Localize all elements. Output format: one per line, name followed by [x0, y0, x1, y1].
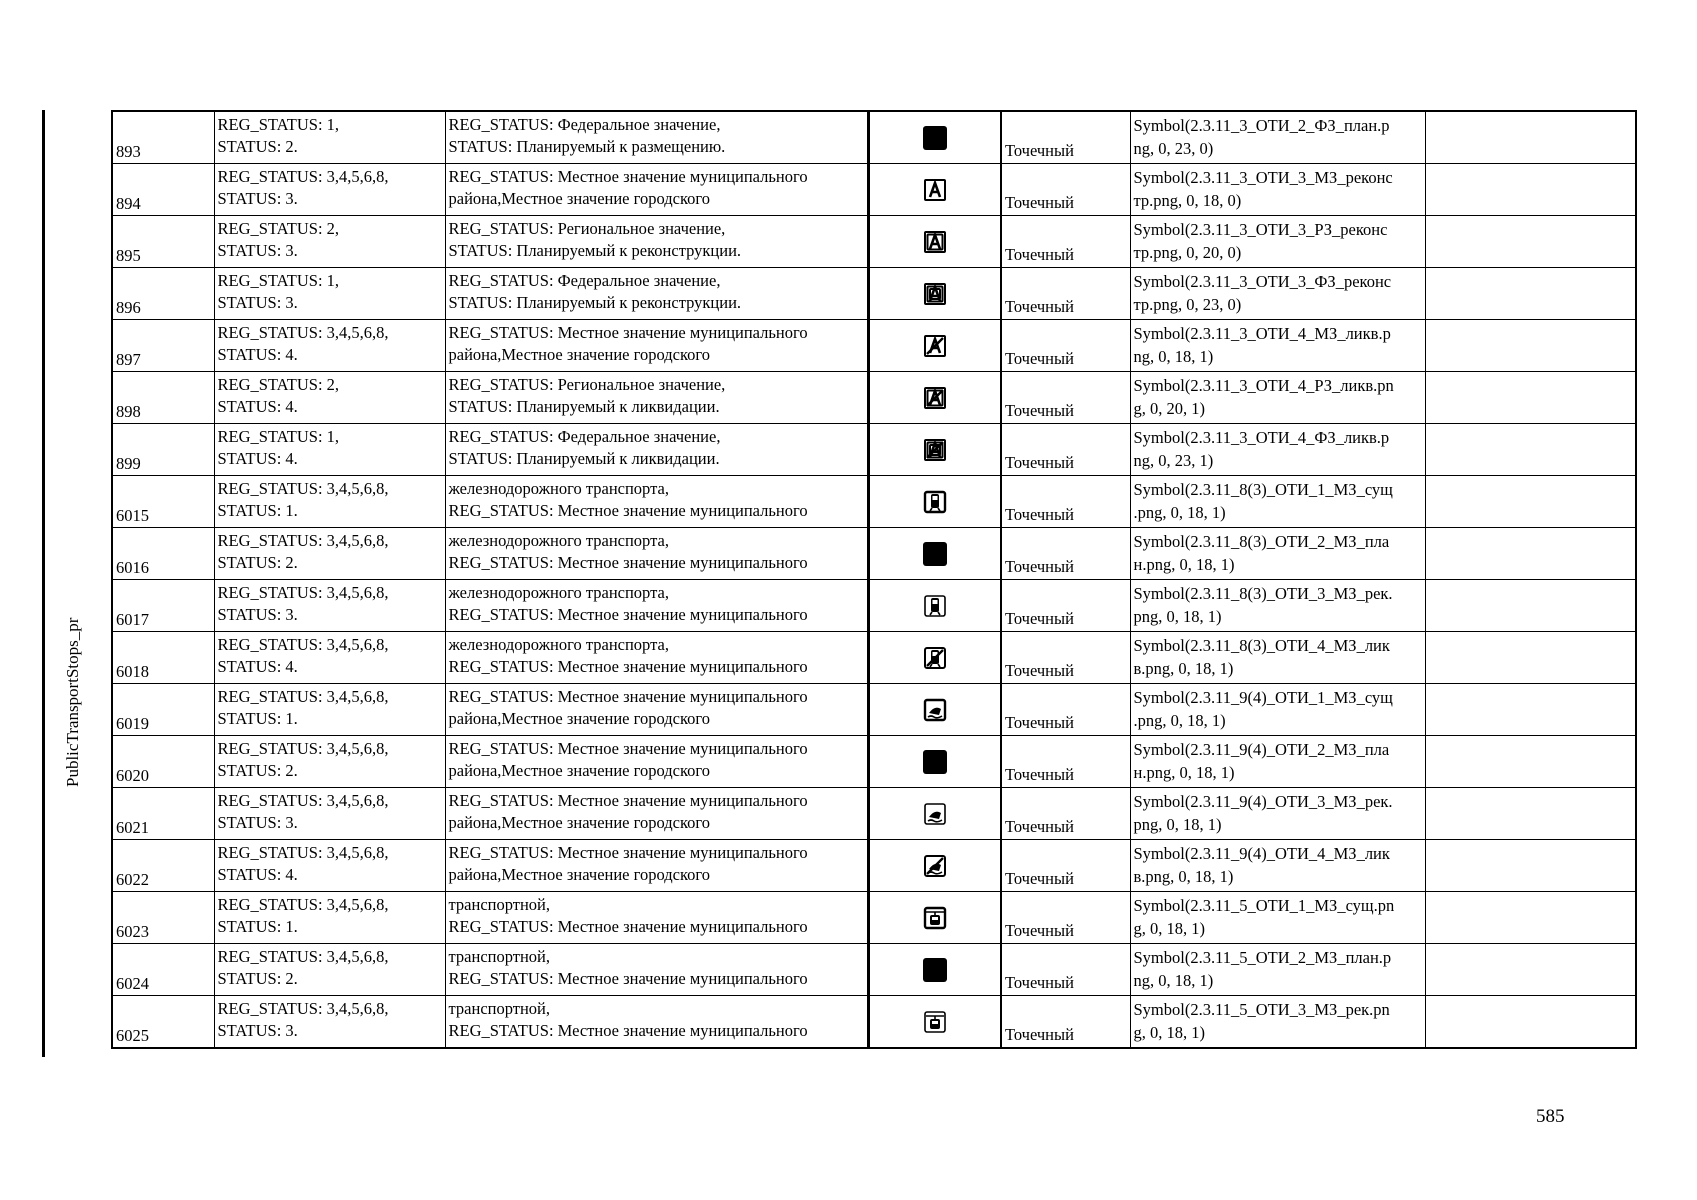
attribute-line-2: STATUS: 4. [217, 865, 298, 884]
attribute-line-2: STATUS: 3. [217, 241, 298, 260]
table-row [112, 840, 1636, 892]
geometry-type: Точечный [1001, 632, 1130, 684]
object-code: 896 [112, 268, 214, 320]
attribute-line-1: REG_STATUS: 3,4,5,6,8, [217, 791, 389, 810]
table-row [112, 736, 1636, 788]
table-row [112, 476, 1636, 528]
attribute-description [445, 268, 868, 320]
symbol-cell [868, 684, 1001, 736]
empty-cell [1425, 996, 1636, 1049]
attribute-line-1: REG_STATUS: 3,4,5,6,8, [217, 895, 389, 914]
symbol-cell [868, 788, 1001, 840]
attribute-condition [214, 424, 445, 476]
table-row [112, 580, 1636, 632]
symbol-rule-line-2: н.png, 0, 18, 1) [1133, 555, 1235, 574]
symbol-rule-line-2: ng, 0, 23, 1) [1133, 451, 1214, 470]
attribute-line-1: REG_STATUS: 1, [217, 427, 340, 446]
geometry-type: Точечный [1001, 736, 1130, 788]
description-line-2: района,Местное значение городского [448, 865, 711, 884]
table-row [112, 632, 1636, 684]
attribute-line-2: STATUS: 3. [217, 605, 298, 624]
attribute-description [445, 684, 868, 736]
rail-stop-crossed-icon [921, 644, 949, 672]
water-stop-icon [921, 696, 949, 724]
attribute-line-1: REG_STATUS: 2, [217, 375, 340, 394]
symbol-rule-line-2: g, 0, 20, 1) [1133, 399, 1205, 418]
symbol-rule [1130, 476, 1425, 528]
symbol-rule [1130, 996, 1425, 1049]
description-line-1: REG_STATUS: Местное значение муниципального [448, 843, 808, 862]
description-line-1: REG_STATUS: Местное значение муниципального [448, 687, 808, 706]
description-line-2: REG_STATUS: Местное значение муниципального [448, 917, 808, 936]
attribute-description [445, 424, 868, 476]
attribute-description [445, 944, 868, 996]
object-code: 6021 [112, 788, 214, 840]
object-code: 894 [112, 164, 214, 216]
symbol-rule-line-1: Symbol(2.3.11_3_ОТИ_4_МЗ_ликв.p [1133, 324, 1391, 343]
attribute-line-1: REG_STATUS: 3,4,5,6,8, [217, 687, 389, 706]
attribute-line-1: REG_STATUS: 3,4,5,6,8, [217, 531, 389, 550]
attribute-description [445, 580, 868, 632]
attribute-line-2: STATUS: 3. [217, 1021, 298, 1040]
symbol-rule [1130, 216, 1425, 268]
description-line-1: железнодорожного транспорта, [448, 531, 669, 550]
description-line-1: транспортной, [448, 895, 550, 914]
attribute-condition [214, 268, 445, 320]
empty-cell [1425, 736, 1636, 788]
symbol-rule-line-1: Symbol(2.3.11_8(3)_ОТИ_3_МЗ_рек. [1133, 584, 1393, 603]
attribute-line-1: REG_STATUS: 3,4,5,6,8, [217, 843, 389, 862]
bus-stop-a-double-crossed-icon [921, 384, 949, 412]
symbol-rule-line-1: Symbol(2.3.11_9(4)_ОТИ_3_МЗ_рек. [1133, 792, 1393, 811]
empty-cell [1425, 788, 1636, 840]
margin-rule [42, 110, 45, 1057]
symbol-cell [868, 736, 1001, 788]
geometry-type: Точечный [1001, 892, 1130, 944]
symbol-rule-line-2: н.png, 0, 18, 1) [1133, 763, 1235, 782]
symbol-cell [868, 528, 1001, 580]
symbol-rule [1130, 684, 1425, 736]
attribute-line-2: STATUS: 3. [217, 293, 298, 312]
attribute-line-1: REG_STATUS: 3,4,5,6,8, [217, 739, 389, 758]
water-stop-outline-icon [921, 800, 949, 828]
attribute-description [445, 788, 868, 840]
rail-stop-outline-icon [921, 592, 949, 620]
symbol-rule [1130, 632, 1425, 684]
attribute-condition [214, 788, 445, 840]
attribute-line-2: STATUS: 2. [217, 761, 298, 780]
object-code: 6018 [112, 632, 214, 684]
empty-cell [1425, 684, 1636, 736]
geometry-type: Точечный [1001, 164, 1130, 216]
symbol-rule-line-1: Symbol(2.3.11_3_ОТИ_3_РЗ_реконс [1133, 220, 1388, 239]
attribute-condition [214, 164, 445, 216]
table-row [112, 944, 1636, 996]
bus-stop-a-triple-frame-icon [921, 280, 949, 308]
symbol-rule-line-2: тр.png, 0, 20, 0) [1133, 243, 1242, 262]
attribute-line-1: REG_STATUS: 1, [217, 115, 340, 134]
geometry-type: Точечный [1001, 111, 1130, 164]
object-code: 898 [112, 372, 214, 424]
empty-cell [1425, 424, 1636, 476]
empty-cell [1425, 528, 1636, 580]
bus-stop-a-triple-crossed-icon [921, 436, 949, 464]
description-line-2: STATUS: Планируемый к реконструкции. [448, 293, 742, 312]
symbol-cell [868, 372, 1001, 424]
description-line-1: REG_STATUS: Федеральное значение, [448, 427, 721, 446]
table-row [112, 164, 1636, 216]
attribute-condition [214, 372, 445, 424]
symbol-rule-line-2: .png, 0, 18, 1) [1133, 711, 1226, 730]
table-row [112, 111, 1636, 164]
symbol-cell [868, 580, 1001, 632]
water-stop-crossed-icon [921, 852, 949, 880]
symbol-rule [1130, 111, 1425, 164]
description-line-2: STATUS: Планируемый к ликвидации. [448, 449, 720, 468]
geometry-type: Точечный [1001, 996, 1130, 1049]
description-line-1: REG_STATUS: Местное значение муниципального [448, 323, 808, 342]
geometry-type: Точечный [1001, 476, 1130, 528]
geometry-type: Точечный [1001, 788, 1130, 840]
symbol-rule-line-2: в.png, 0, 18, 1) [1133, 659, 1234, 678]
solid-square-icon [921, 540, 949, 568]
attribute-condition [214, 944, 445, 996]
geometry-type: Точечный [1001, 216, 1130, 268]
attribute-description [445, 476, 868, 528]
attribute-condition [214, 320, 445, 372]
description-line-1: железнодорожного транспорта, [448, 479, 669, 498]
geometry-type: Точечный [1001, 372, 1130, 424]
attribute-line-2: STATUS: 1. [217, 917, 298, 936]
empty-cell [1425, 944, 1636, 996]
description-line-2: REG_STATUS: Местное значение муниципального [448, 1021, 808, 1040]
symbol-rule-line-1: Symbol(2.3.11_3_ОТИ_4_ФЗ_ликв.p [1133, 428, 1390, 447]
attribute-condition [214, 632, 445, 684]
geometry-type: Точечный [1001, 424, 1130, 476]
attribute-description [445, 840, 868, 892]
geometry-type: Точечный [1001, 320, 1130, 372]
symbol-rule [1130, 840, 1425, 892]
attribute-line-2: STATUS: 2. [217, 553, 298, 572]
attribute-line-1: REG_STATUS: 1, [217, 271, 340, 290]
symbol-rule [1130, 424, 1425, 476]
attribute-description [445, 632, 868, 684]
object-code: 6023 [112, 892, 214, 944]
symbol-cell [868, 892, 1001, 944]
geometry-type: Точечный [1001, 684, 1130, 736]
description-line-1: REG_STATUS: Региональное значение, [448, 375, 726, 394]
symbol-cell [868, 476, 1001, 528]
attribute-line-1: REG_STATUS: 3,4,5,6,8, [217, 479, 389, 498]
description-line-1: REG_STATUS: Местное значение муниципального [448, 739, 808, 758]
attribute-description [445, 216, 868, 268]
object-code: 893 [112, 111, 214, 164]
geometry-type: Точечный [1001, 580, 1130, 632]
symbol-rule-line-1: Symbol(2.3.11_5_ОТИ_1_МЗ_сущ.pn [1133, 896, 1395, 915]
table-row [112, 892, 1636, 944]
attribute-line-1: REG_STATUS: 3,4,5,6,8, [217, 323, 389, 342]
symbol-rule-line-2: png, 0, 18, 1) [1133, 815, 1222, 834]
symbol-rule [1130, 528, 1425, 580]
symbol-rule-line-1: Symbol(2.3.11_9(4)_ОТИ_4_МЗ_лик [1133, 844, 1390, 863]
symbol-rule [1130, 268, 1425, 320]
symbol-cell [868, 216, 1001, 268]
bus-stop-a-double-frame-icon [921, 228, 949, 256]
object-code: 6017 [112, 580, 214, 632]
attribute-line-1: REG_STATUS: 2, [217, 219, 340, 238]
attribute-line-2: STATUS: 2. [217, 137, 298, 156]
symbol-rule [1130, 164, 1425, 216]
object-code: 6022 [112, 840, 214, 892]
attribute-description [445, 892, 868, 944]
description-line-2: REG_STATUS: Местное значение муниципального [448, 501, 808, 520]
object-code: 897 [112, 320, 214, 372]
object-code: 6020 [112, 736, 214, 788]
layer-name-label: PublicTransportStops_pr [63, 617, 82, 787]
solid-square-icon [921, 124, 949, 152]
description-line-2: района,Местное значение городского [448, 189, 711, 208]
description-line-2: REG_STATUS: Местное значение муниципального [448, 553, 808, 572]
attribute-line-1: REG_STATUS: 3,4,5,6,8, [217, 947, 389, 966]
geometry-type: Точечный [1001, 840, 1130, 892]
attribute-line-1: REG_STATUS: 3,4,5,6,8, [217, 583, 389, 602]
description-line-2: REG_STATUS: Местное значение муниципального [448, 657, 808, 676]
symbol-rule-line-2: ng, 0, 18, 1) [1133, 347, 1214, 366]
attribute-condition [214, 476, 445, 528]
description-line-1: REG_STATUS: Федеральное значение, [448, 115, 721, 134]
description-line-1: REG_STATUS: Региональное значение, [448, 219, 726, 238]
empty-cell [1425, 216, 1636, 268]
description-line-1: железнодорожного транспорта, [448, 635, 669, 654]
rail-stop-icon [921, 488, 949, 516]
empty-cell [1425, 892, 1636, 944]
table-row [112, 268, 1636, 320]
symbol-rule-line-2: g, 0, 18, 1) [1133, 1023, 1205, 1042]
description-line-1: REG_STATUS: Местное значение муниципального [448, 167, 808, 186]
page-number: 585 [1536, 1106, 1565, 1127]
symbol-rule [1130, 736, 1425, 788]
table-row [112, 684, 1636, 736]
symbol-rule-line-2: g, 0, 18, 1) [1133, 919, 1205, 938]
symbol-rule [1130, 372, 1425, 424]
attribute-description [445, 372, 868, 424]
symbol-rule-line-1: Symbol(2.3.11_9(4)_ОТИ_2_МЗ_пла [1133, 740, 1390, 759]
symbol-rule-line-1: Symbol(2.3.11_9(4)_ОТИ_1_МЗ_сущ [1133, 688, 1393, 707]
empty-cell [1425, 632, 1636, 684]
symbol-rule [1130, 944, 1425, 996]
table-row [112, 996, 1636, 1049]
empty-cell [1425, 840, 1636, 892]
cable-car-stop-outline-icon [921, 1008, 949, 1036]
empty-cell [1425, 476, 1636, 528]
object-code: 6024 [112, 944, 214, 996]
table-row [112, 528, 1636, 580]
attribute-condition [214, 216, 445, 268]
attribute-line-2: STATUS: 3. [217, 189, 298, 208]
symbol-cell [868, 944, 1001, 996]
attribute-line-1: REG_STATUS: 3,4,5,6,8, [217, 167, 389, 186]
symbol-cell [868, 632, 1001, 684]
symbol-table [111, 110, 1637, 1049]
attribute-line-1: REG_STATUS: 3,4,5,6,8, [217, 635, 389, 654]
symbol-cell [868, 320, 1001, 372]
symbol-rule-line-2: .png, 0, 18, 1) [1133, 503, 1226, 522]
symbol-cell [868, 111, 1001, 164]
symbol-cell [868, 164, 1001, 216]
solid-square-icon [921, 956, 949, 984]
attribute-description [445, 111, 868, 164]
symbol-rule-line-1: Symbol(2.3.11_5_ОТИ_3_МЗ_рек.pn [1133, 1000, 1390, 1019]
symbol-rule-line-1: Symbol(2.3.11_3_ОТИ_3_МЗ_реконс [1133, 168, 1393, 187]
symbol-rule-line-2: ng, 0, 23, 0) [1133, 139, 1214, 158]
description-line-1: железнодорожного транспорта, [448, 583, 669, 602]
table-row [112, 424, 1636, 476]
symbol-rule [1130, 788, 1425, 840]
description-line-2: района,Местное значение городского [448, 761, 711, 780]
description-line-2: района,Местное значение городского [448, 345, 711, 364]
geometry-type: Точечный [1001, 268, 1130, 320]
description-line-1: транспортной, [448, 947, 550, 966]
description-line-2: REG_STATUS: Местное значение муниципального [448, 969, 808, 988]
attribute-description [445, 736, 868, 788]
symbol-rule-line-1: Symbol(2.3.11_3_ОТИ_4_РЗ_ликв.pn [1133, 376, 1394, 395]
attribute-condition [214, 684, 445, 736]
symbol-rule-line-2: тр.png, 0, 18, 0) [1133, 191, 1242, 210]
attribute-line-2: STATUS: 4. [217, 657, 298, 676]
attribute-description [445, 996, 868, 1049]
geometry-type: Точечный [1001, 944, 1130, 996]
bus-stop-a-icon [921, 176, 949, 204]
symbol-rule-line-1: Symbol(2.3.11_3_ОТИ_2_ФЗ_план.p [1133, 116, 1390, 135]
description-line-1: REG_STATUS: Местное значение муниципального [448, 791, 808, 810]
attribute-line-2: STATUS: 1. [217, 501, 298, 520]
symbol-rule-line-1: Symbol(2.3.11_3_ОТИ_3_ФЗ_реконс [1133, 272, 1392, 291]
object-code: 6025 [112, 996, 214, 1049]
solid-square-icon [921, 748, 949, 776]
symbol-rule-line-2: в.png, 0, 18, 1) [1133, 867, 1234, 886]
cable-car-stop-icon [921, 904, 949, 932]
symbol-rule-line-2: тр.png, 0, 23, 0) [1133, 295, 1242, 314]
geometry-type: Точечный [1001, 528, 1130, 580]
empty-cell [1425, 320, 1636, 372]
attribute-condition [214, 892, 445, 944]
empty-cell [1425, 111, 1636, 164]
symbol-rule-line-1: Symbol(2.3.11_8(3)_ОТИ_1_МЗ_сущ [1133, 480, 1393, 499]
symbol-rule-line-1: Symbol(2.3.11_8(3)_ОТИ_4_МЗ_лик [1133, 636, 1390, 655]
attribute-description [445, 528, 868, 580]
object-code: 6015 [112, 476, 214, 528]
attribute-line-2: STATUS: 2. [217, 969, 298, 988]
symbol-rule-line-1: Symbol(2.3.11_5_ОТИ_2_МЗ_план.p [1133, 948, 1392, 967]
symbol-rule [1130, 892, 1425, 944]
symbol-cell [868, 840, 1001, 892]
attribute-line-2: STATUS: 1. [217, 709, 298, 728]
attribute-condition [214, 840, 445, 892]
empty-cell [1425, 164, 1636, 216]
bus-stop-a-crossed-icon [921, 332, 949, 360]
description-line-2: REG_STATUS: Местное значение муниципального [448, 605, 808, 624]
symbol-rule-line-2: png, 0, 18, 1) [1133, 607, 1222, 626]
attribute-line-2: STATUS: 4. [217, 397, 298, 416]
attribute-condition [214, 528, 445, 580]
attribute-line-2: STATUS: 4. [217, 345, 298, 364]
attribute-condition [214, 736, 445, 788]
empty-cell [1425, 580, 1636, 632]
object-code: 895 [112, 216, 214, 268]
description-line-2: района,Местное значение городского [448, 709, 711, 728]
attribute-line-1: REG_STATUS: 3,4,5,6,8, [217, 999, 389, 1018]
attribute-condition [214, 111, 445, 164]
symbol-cell [868, 996, 1001, 1049]
table-row [112, 216, 1636, 268]
table-row [112, 320, 1636, 372]
description-line-1: транспортной, [448, 999, 550, 1018]
attribute-description [445, 164, 868, 216]
attribute-description [445, 320, 868, 372]
object-code: 899 [112, 424, 214, 476]
attribute-condition [214, 996, 445, 1049]
symbol-rule-line-1: Symbol(2.3.11_8(3)_ОТИ_2_МЗ_пла [1133, 532, 1390, 551]
symbol-rule [1130, 580, 1425, 632]
attribute-line-2: STATUS: 3. [217, 813, 298, 832]
description-line-2: STATUS: Планируемый к реконструкции. [448, 241, 742, 260]
object-code: 6016 [112, 528, 214, 580]
description-line-2: STATUS: Планируемый к размещению. [448, 137, 726, 156]
symbol-cell [868, 268, 1001, 320]
table-row [112, 788, 1636, 840]
symbol-cell [868, 424, 1001, 476]
symbol-rule [1130, 320, 1425, 372]
empty-cell [1425, 372, 1636, 424]
attribute-line-2: STATUS: 4. [217, 449, 298, 468]
description-line-2: STATUS: Планируемый к ликвидации. [448, 397, 720, 416]
empty-cell [1425, 268, 1636, 320]
description-line-1: REG_STATUS: Федеральное значение, [448, 271, 721, 290]
symbol-rule-line-2: ng, 0, 18, 1) [1133, 971, 1214, 990]
table-row [112, 372, 1636, 424]
attribute-condition [214, 580, 445, 632]
description-line-2: района,Местное значение городского [448, 813, 711, 832]
object-code: 6019 [112, 684, 214, 736]
